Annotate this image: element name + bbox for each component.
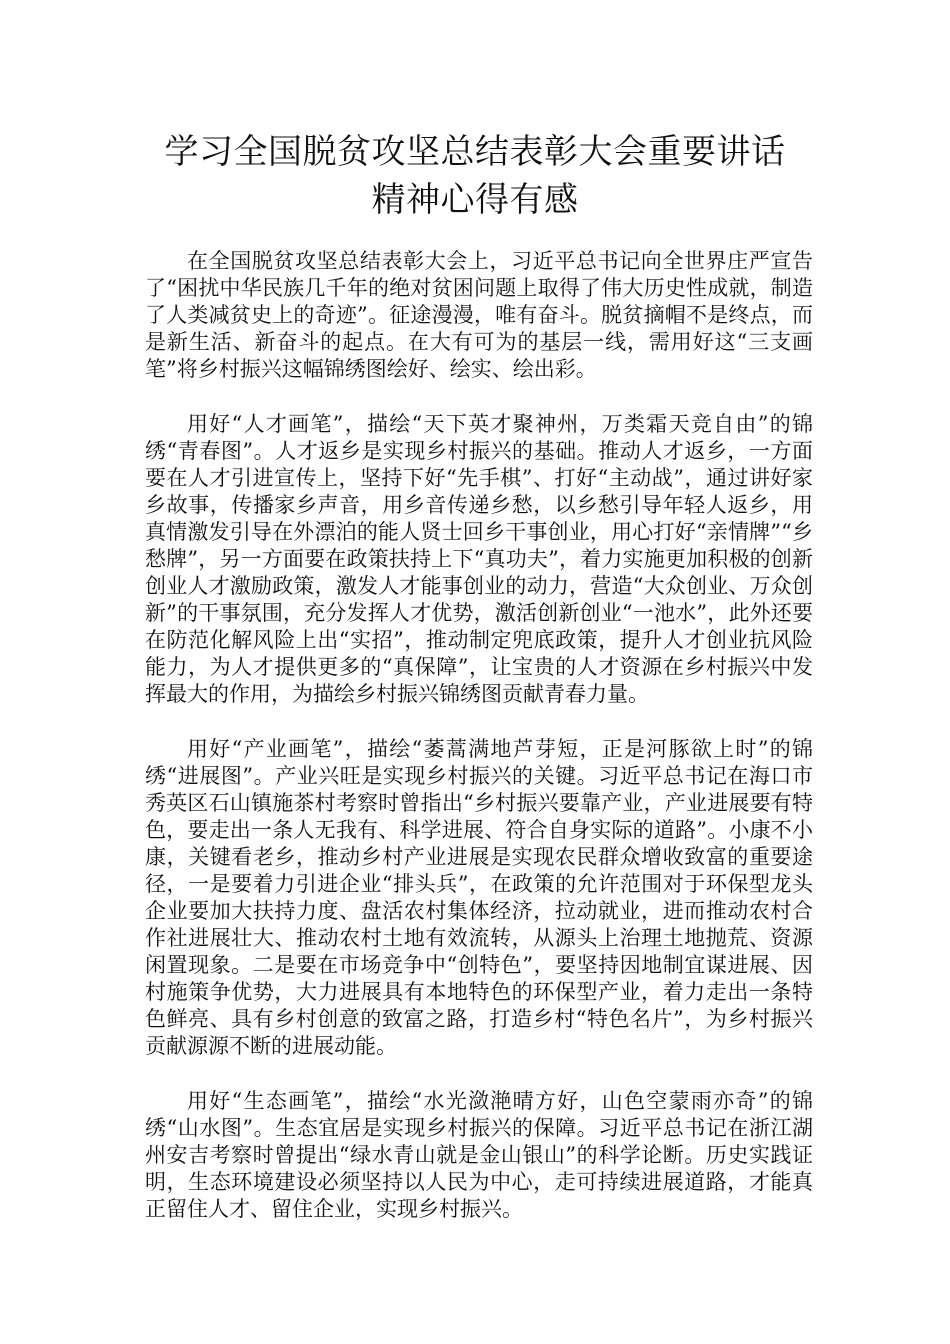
title-line-1: 学习全国脱贫攻坚总结表彰大会重要讲话 — [164, 132, 786, 172]
document-title — [130, 128, 820, 224]
paragraph-talent: 用好“人才画笔”，描绘“天下英才聚神州，万类霜天竞自由”的锦绣“青春图”。人才返乡是实现乡村振兴的基础。推动人才返乡，一方面要在人才引进宣传上，坚持下好“先手棋”、打好“主动战”，通过讲好家乡故事，传播家乡声音，用乡音传递乡愁，以乡愁引导年轻人返乡，用真情激发引导在外漂泊的能人贤士回乡干事创业，用心打好“亲情牌”“乡愁牌”，另一方面要在政策扶持上下“真功夫”，着力实施更加积极的创新创业人才激励政策，激发人才能事创业的动力，营造“大众创业、万众创新”的干事氛围，充分发挥人才优势，激活创新创业“一池水”，此外还要在防范化解风险上出“实招”，推动制定兜底政策，提升人才创业抗风险能力，为人才提供更多的“真保障”，让宝贵的人才资源在乡村振兴中发挥最大的作用，为描绘乡村振兴锦绣图贡献青春力量。 — [145, 412, 813, 706]
paragraph-intro: 在全国脱贫攻坚总结表彰大会上，习近平总书记向全世界庄严宣告了“困扰中华民族几千年的绝对贫困问题上取得了伟大历史性成就，制造了人类减贫史上的奇迹”。征途漫漫，唯有奋斗。脱贫摘帽不是终点，而是新生活、新奋斗的起点。在大有可为的基层一线，需用好这“三支画笔”将乡村振兴这幅锦绣图绘好、绘实、绘出彩。 — [145, 249, 813, 381]
paragraph-ecology: 用好“生态画笔”，描绘“水光潋滟晴方好，山色空蒙雨亦奇”的锦绣“山水图”。生态宜居是实现乡村振兴的保障。习近平总书记在浙江湖州安吉考察时曾提出“绿水青山就是金山银山”的科学论断。历史实践证明，生态环境建设必须坚持以人民为中心，走可持续进展道路，才能真正留住人才、留住企业，实现乡村振兴。 — [145, 1089, 813, 1221]
document-body — [145, 248, 813, 1251]
paragraph-industry: 用好“产业画笔”，描绘“萎蒿满地芦芽短，正是河豚欲上时”的锦绣“进展图”。产业兴旺是实现乡村振兴的关键。习近平总书记在海口市秀英区石山镇施茶村考察时曾指出“乡村振兴要靠产业，产业进展要有特色，要走出一条人无我有、科学进展、符合自身实际的道路”。小康不小康，关键看老乡，推动乡村产业进展是实现农民群众增收致富的重要途径，一是要着力引进企业“排头兵”，在政策的允许范围对于环保型龙头企业要加大扶持力度、盘活农村集体经济，拉动就业，进而推动农村合作社进展壮大、推动农村土地有效流转，从源头上治理土地抛荒、资源闲置现象。二是要在市场竞争中“创特色”，要坚持因地制宜谋进展、因村施策争优势，大力进展具有本地特色的环保型产业，着力走出一条特色鲜亮、具有乡村创意的致富之路，打造乡村“特色名片”，为乡村振兴贡献源源不断的进展动能。 — [145, 737, 813, 1058]
title-line-2: 精神心得有感 — [371, 180, 579, 220]
